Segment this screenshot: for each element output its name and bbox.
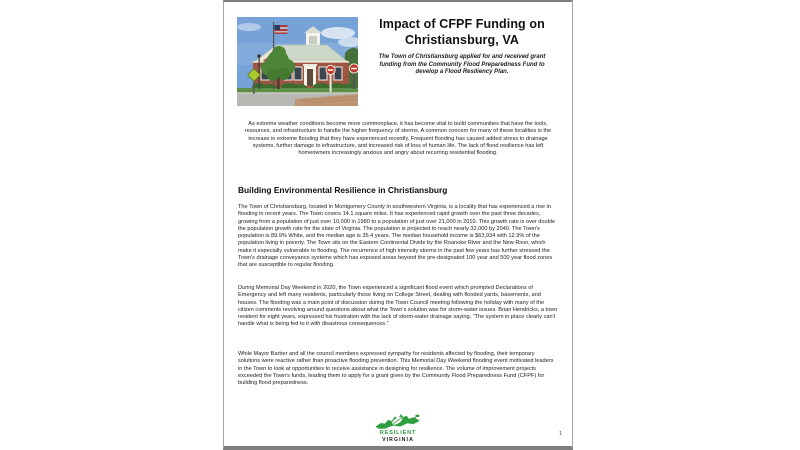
page-title-line1: Impact of CFPF Funding on xyxy=(379,17,545,31)
page-number: 1 xyxy=(558,431,562,437)
virginia-state-icon xyxy=(372,412,424,432)
page-title-line2: Christiansburg, VA xyxy=(404,32,520,47)
page-title xyxy=(360,17,564,48)
page-subtitle: The Town of Christiansburg applied for and received grant funding from the Community Flood Preparedness Fund to develop a Flood Resiliency Plan. xyxy=(378,54,546,76)
body-paragraph-3: While Mayor Barber and all the council members expressed sympathy for residents affected by flooding, their temporary solutions were reactive rather than proactive flooding prevention. This Memorial Day Weekend flooding event motivated leaders in the Town to look at opportunities to receive assistance in designing for resilience. The volume of improvement projects exceeded the Town's funds, leading them to apply for a grant given by the Community Flood Preparedness Fund (CFPF) for building flood preparedness. xyxy=(238,351,554,387)
logo-text-resilient: RESILIENT xyxy=(379,430,417,436)
body-paragraph-1: The Town of Christiansburg, located in Montgomery County in southwestern Virginia, is a locality that has experienced a rise in flooding in recent years. The Town covers 14.1 square miles. It has experienced rapid growth over the past three decades, growing from a population of just over 10,000 in 1980 to a population of just over 21,000 in 2010. This growth rate is over double the population growth rate for the state of Virginia. The population is projected to reach nearly 32,000 by 2040. The Town's population is 89.9% White, and the median age is 35.4 years. The median household income is $63,934 with 12.9% of the population living in poverty. The Town sits on the Eastern Continental Divide by the Roanoke River and the New River, which make it especially vulnerable to flooding. The recurrence of high intensity storms in the past few years has further stressed the Town's drainage conveyance systems which has exposed areas beyond the pre-designated 100 year and 500 year flood zones that are susceptible to regular flooding. xyxy=(238,204,556,269)
town-hall-photo-graphic xyxy=(237,17,358,106)
resilient-virginia-logo xyxy=(224,412,572,443)
header-title-block xyxy=(360,17,564,77)
logo-text-virginia: VIRGINIA xyxy=(382,437,414,443)
town-hall-photo xyxy=(237,17,358,106)
document-page xyxy=(223,0,573,450)
body-paragraph-2: During Memorial Day Weekend in 2020, the Town experienced a significant flood event which prompted Declarations of Emergency and left many residents, particularly those living on College Street, dealing with flooded yards, basements, and houses. The flooding was a main point of discussion during the Town Council meeting following the holiday with many of the citizen comments revolving around questions about what the Town's solution was for storm-water issues. Brian Hendricks, a town resident for eight years, expressed his frustration with the lack of storm-water drainage saying, “The system in place clearly can't handle what is being fed to it with disastrous consequences.” xyxy=(238,285,558,328)
section-heading: Building Environmental Resilience in Christiansburg xyxy=(238,185,448,195)
intro-paragraph: As extreme weather conditions become more commonplace, it has become vital to build communities that have the tools, resources, and infrastructure to handle the higher frequency of storms. A common concern for many of these localities is the increase in extreme flooding that they have experienced recently. Frequent flooding has caused added stress to drainage systems, further damage to infrastructure, and increased risk of loss of human life. The lack of flood resilience has left homeowners increasingly anxious and angry about recurring residential flooding. xyxy=(244,121,552,157)
